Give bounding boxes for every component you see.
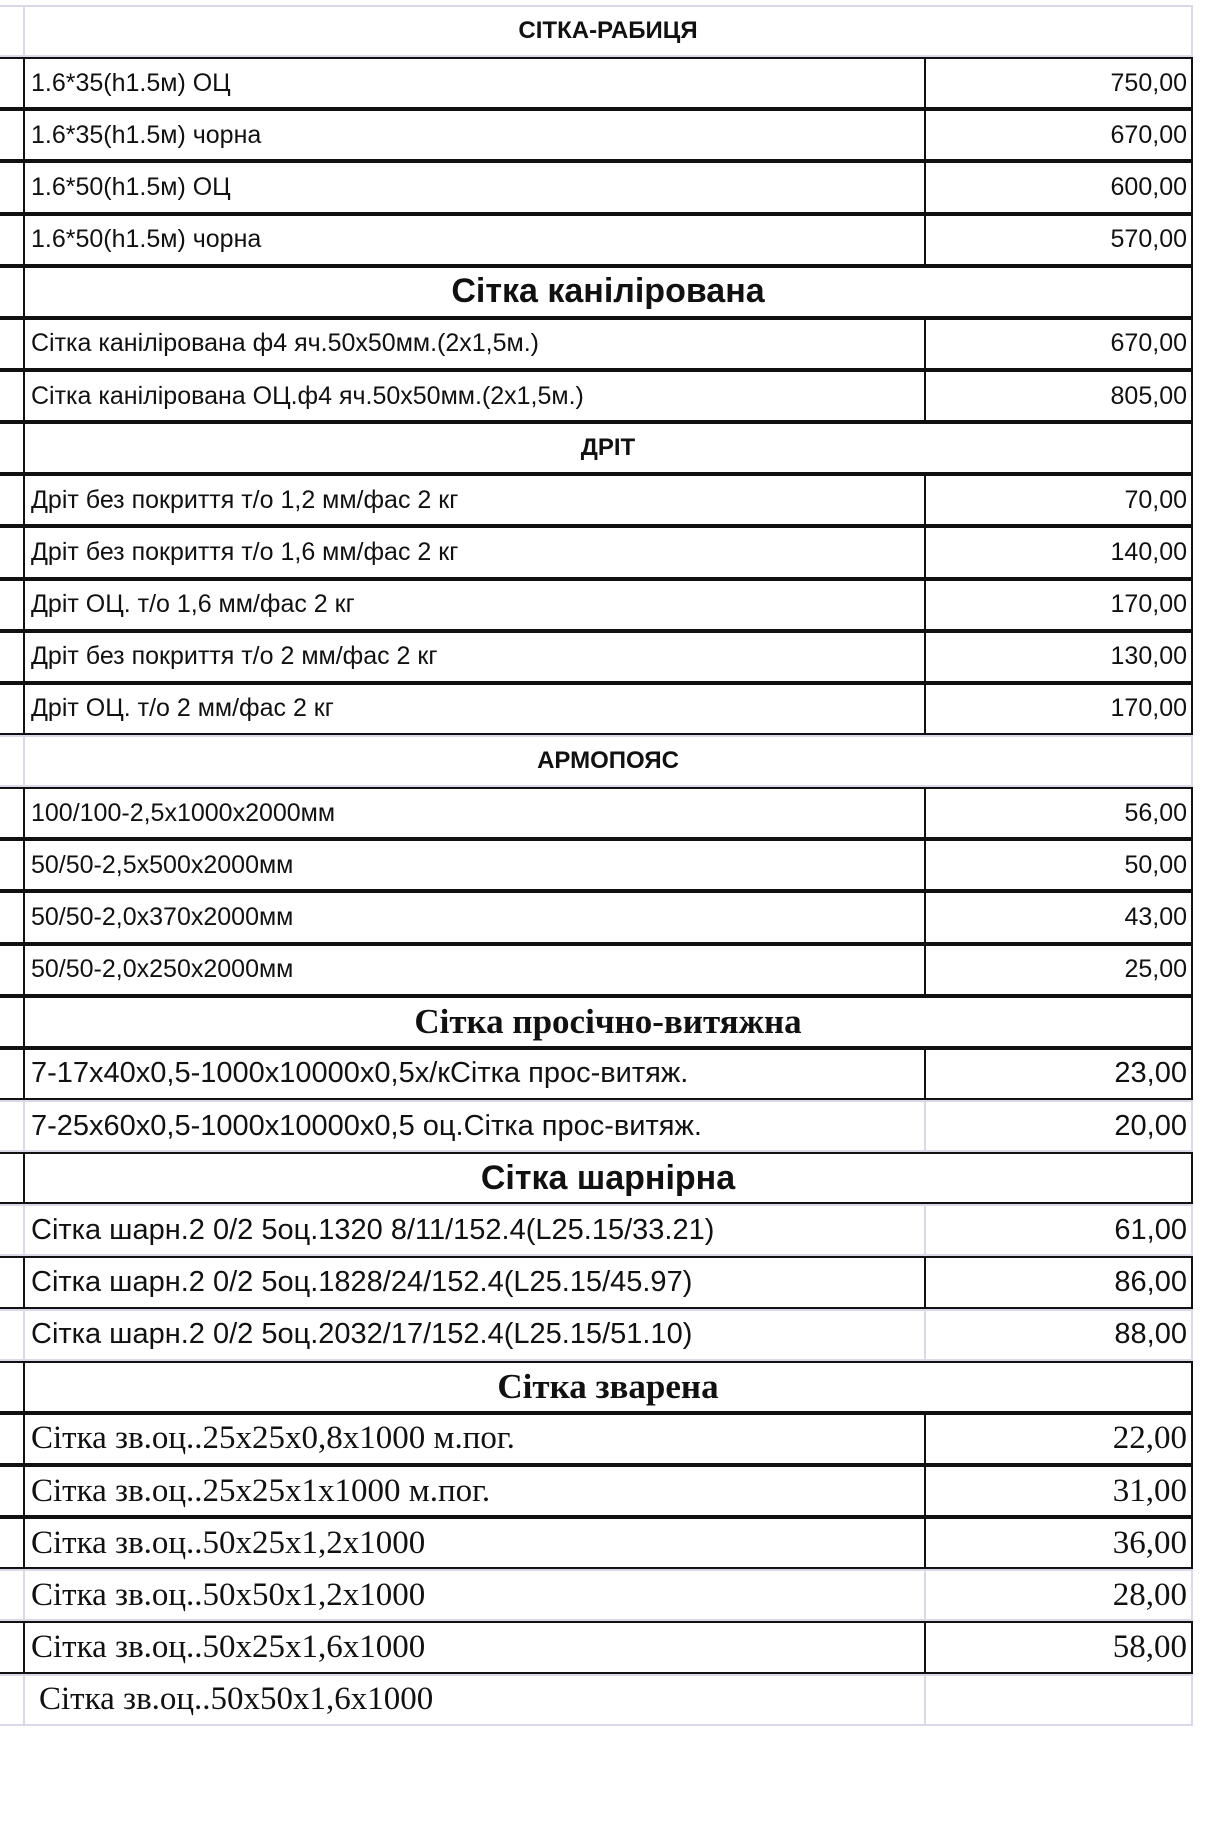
row-stub xyxy=(0,839,23,891)
table-row xyxy=(0,1674,1193,1726)
item-price: 61,00 xyxy=(926,1204,1193,1256)
row-stub xyxy=(0,1465,23,1517)
row-stub xyxy=(0,474,23,526)
section-title: АРМОПОЯС xyxy=(23,735,1193,787)
item-name: Дріт ОЦ. т/о 2 мм/фас 2 кг xyxy=(23,683,926,735)
item-price: 130,00 xyxy=(926,631,1193,683)
item-price: 22,00 xyxy=(926,1413,1193,1465)
row-stub xyxy=(0,1256,23,1308)
table-row xyxy=(0,370,1193,422)
table-row xyxy=(0,214,1193,266)
item-name: Сітка зв.оц..50х50х1,6х1000 xyxy=(23,1674,926,1726)
item-name: Сітка шарн.2 0/2 5оц.1828/24/152.4(L25.15/45.97) xyxy=(23,1256,926,1308)
section-header-sitka-kanilirovana xyxy=(0,266,1193,318)
item-name: 1.6*35(h1.5м) ОЦ xyxy=(23,57,926,109)
item-price: 43,00 xyxy=(926,891,1193,943)
table-row xyxy=(0,1048,1193,1100)
table-row xyxy=(0,683,1193,735)
item-name: Сітка зв.оц..50х25х1,2х1000 xyxy=(23,1517,926,1569)
item-price: 86,00 xyxy=(926,1256,1193,1308)
section-title: ДРІТ xyxy=(23,422,1193,474)
item-name: 7-17х40х0,5-1000х10000х0,5х/кСітка прос-витяж. xyxy=(23,1048,926,1100)
row-stub xyxy=(0,109,23,161)
item-name: 1.6*50(h1.5м) ОЦ xyxy=(23,161,926,213)
item-price: 750,00 xyxy=(926,57,1193,109)
item-name: 7-25х60х0,5-1000х10000х0,5 оц.Сітка прос-витяж. xyxy=(23,1100,926,1152)
table-row xyxy=(0,944,1193,996)
item-price: 25,00 xyxy=(926,944,1193,996)
row-stub xyxy=(0,1413,23,1465)
item-price: 805,00 xyxy=(926,370,1193,422)
table-row xyxy=(0,631,1193,683)
table-row xyxy=(0,891,1193,943)
item-name: 100/100-2,5х1000х2000мм xyxy=(23,787,926,839)
item-price: 70,00 xyxy=(926,474,1193,526)
row-stub xyxy=(0,579,23,631)
item-name: Дріт без покриття т/о 1,6 мм/фас 2 кг xyxy=(23,526,926,578)
table-row xyxy=(0,839,1193,891)
table-row xyxy=(0,1569,1193,1621)
item-name: Сітка зв.оц..25х25х0,8х1000 м.пог. xyxy=(23,1413,926,1465)
item-price: 88,00 xyxy=(926,1309,1193,1361)
item-price: 170,00 xyxy=(926,579,1193,631)
item-price: 23,00 xyxy=(926,1048,1193,1100)
row-stub xyxy=(0,891,23,943)
item-name: Дріт без покриття т/о 2 мм/фас 2 кг xyxy=(23,631,926,683)
item-name: 50/50-2,0х370х2000мм xyxy=(23,891,926,943)
table-row xyxy=(0,579,1193,631)
row-stub xyxy=(0,318,23,370)
item-price xyxy=(926,1674,1193,1726)
row-stub xyxy=(0,944,23,996)
item-price: 28,00 xyxy=(926,1569,1193,1621)
row-stub xyxy=(0,735,23,787)
row-stub xyxy=(0,1100,23,1152)
item-name: Сітка зв.оц..25х25х1х1000 м.пог. xyxy=(23,1465,926,1517)
row-stub xyxy=(0,161,23,213)
section-header-sitka-prosichno-vytiazhna xyxy=(0,996,1193,1048)
item-name: Сітка шарн.2 0/2 5оц.2032/17/152.4(L25.15/51.10) xyxy=(23,1309,926,1361)
table-row xyxy=(0,526,1193,578)
table-row xyxy=(0,1517,1193,1569)
row-stub xyxy=(0,422,23,474)
item-name: Сітка зв.оц..50х25х1,6х1000 xyxy=(23,1621,926,1673)
item-name: 50/50-2,0х250х2000мм xyxy=(23,944,926,996)
row-stub xyxy=(0,370,23,422)
item-price: 50,00 xyxy=(926,839,1193,891)
item-name: Дріт ОЦ. т/о 1,6 мм/фас 2 кг xyxy=(23,579,926,631)
section-header-armopoias xyxy=(0,735,1193,787)
table-row xyxy=(0,1465,1193,1517)
table-row xyxy=(0,1309,1193,1361)
row-stub xyxy=(0,1152,23,1204)
row-stub xyxy=(0,1621,23,1673)
item-price: 58,00 xyxy=(926,1621,1193,1673)
section-header-sitka-rabytsia xyxy=(0,5,1193,57)
table-row xyxy=(0,1621,1193,1673)
row-stub xyxy=(0,1674,23,1726)
item-price: 56,00 xyxy=(926,787,1193,839)
table-row xyxy=(0,57,1193,109)
section-header-sitka-zvarena xyxy=(0,1361,1193,1413)
row-stub xyxy=(0,57,23,109)
row-stub xyxy=(0,214,23,266)
item-price: 140,00 xyxy=(926,526,1193,578)
row-stub xyxy=(0,1361,23,1413)
item-price: 600,00 xyxy=(926,161,1193,213)
section-title: Сітка шарнірна xyxy=(23,1152,1193,1204)
item-name: Дріт без покриття т/о 1,2 мм/фас 2 кг xyxy=(23,474,926,526)
table-row xyxy=(0,474,1193,526)
table-row xyxy=(0,109,1193,161)
item-price: 670,00 xyxy=(926,318,1193,370)
table-row xyxy=(0,318,1193,370)
item-name: Сітка шарн.2 0/2 5оц.1320 8/11/152.4(L25.15/33.21) xyxy=(23,1204,926,1256)
table-row xyxy=(0,1100,1193,1152)
row-stub xyxy=(0,1204,23,1256)
section-title: Сітка канілірована xyxy=(23,266,1193,318)
table-row xyxy=(0,787,1193,839)
section-header-drit xyxy=(0,422,1193,474)
row-stub xyxy=(0,996,23,1048)
item-price: 20,00 xyxy=(926,1100,1193,1152)
row-stub xyxy=(0,5,23,57)
item-name: 1.6*50(h1.5м) чорна xyxy=(23,214,926,266)
row-stub xyxy=(0,787,23,839)
item-price: 170,00 xyxy=(926,683,1193,735)
section-title: Сітка зварена xyxy=(23,1361,1193,1413)
table-row xyxy=(0,1256,1193,1308)
item-name: 50/50-2,5х500х2000мм xyxy=(23,839,926,891)
item-price: 31,00 xyxy=(926,1465,1193,1517)
item-name: Сітка канілірована ОЦ.ф4 яч.50х50мм.(2х1,5м.) xyxy=(23,370,926,422)
price-list-sheet xyxy=(0,5,1193,1726)
item-name: Сітка зв.оц..50х50х1,2х1000 xyxy=(23,1569,926,1621)
item-name: Сітка канілірована ф4 яч.50х50мм.(2х1,5м.) xyxy=(23,318,926,370)
item-price: 570,00 xyxy=(926,214,1193,266)
row-stub xyxy=(0,1517,23,1569)
row-stub xyxy=(0,1048,23,1100)
item-name: 1.6*35(h1.5м) чорна xyxy=(23,109,926,161)
row-stub xyxy=(0,526,23,578)
table-row xyxy=(0,161,1193,213)
row-stub xyxy=(0,1309,23,1361)
row-stub xyxy=(0,631,23,683)
table-row xyxy=(0,1204,1193,1256)
section-title: Сітка просічно-витяжна xyxy=(23,996,1193,1048)
row-stub xyxy=(0,266,23,318)
item-price: 36,00 xyxy=(926,1517,1193,1569)
section-title: СІТКА-РАБИЦЯ xyxy=(23,5,1193,57)
row-stub xyxy=(0,683,23,735)
row-stub xyxy=(0,1569,23,1621)
section-header-sitka-sharnirna xyxy=(0,1152,1193,1204)
table-row xyxy=(0,1413,1193,1465)
item-price: 670,00 xyxy=(926,109,1193,161)
